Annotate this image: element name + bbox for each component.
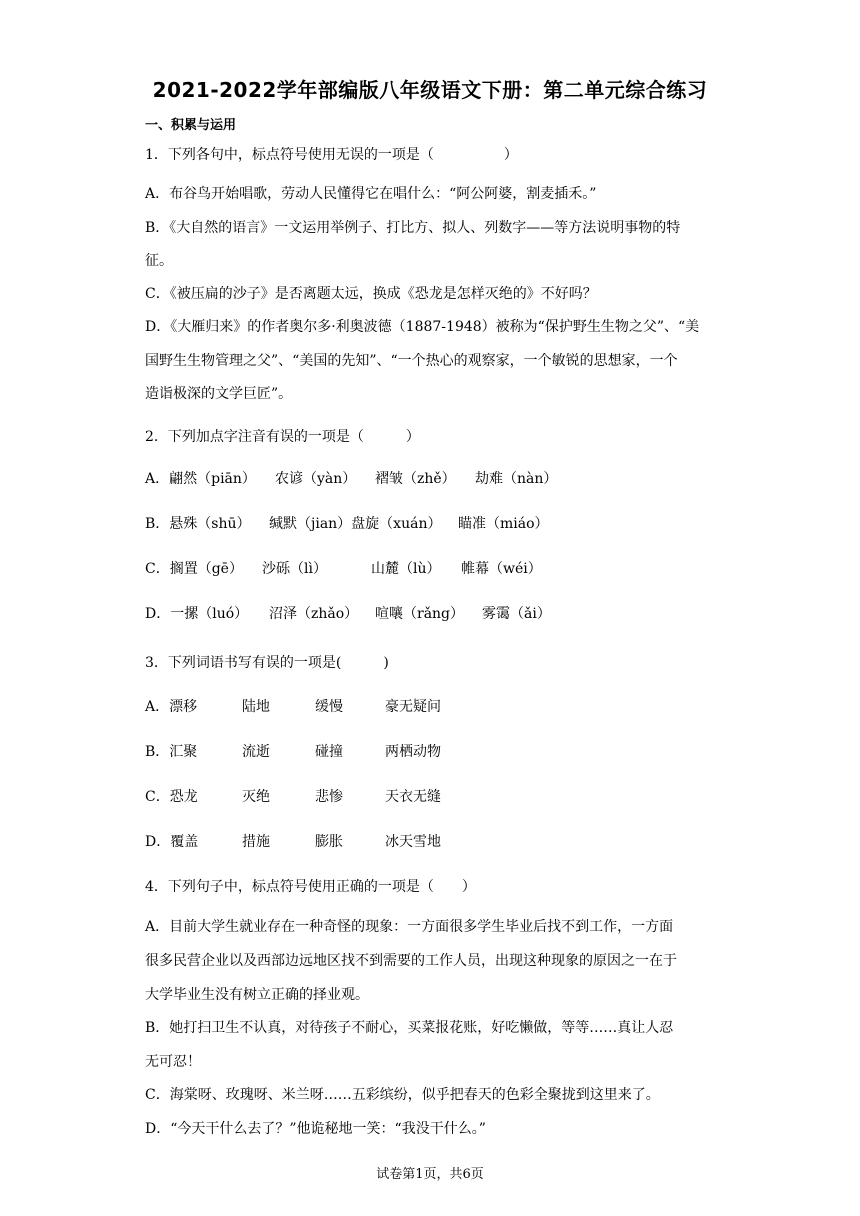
page-title: 2021-2022学年部编版八年级语文下册：第二单元综合练习 xyxy=(152,78,708,102)
cell: 陆地 xyxy=(242,699,270,715)
question-3-stem: 3．下列词语书写有误的一项是( ) xyxy=(145,655,389,671)
cell: 碰撞 xyxy=(315,744,343,760)
question-4-option-a: A．目前大学生就业存在一种奇怪的现象：一方面很多学生毕业后找不到工作，一方面 xyxy=(145,919,674,935)
cell: 措施 xyxy=(242,834,270,850)
question-4-option-a-cont: 很多民营企业以及西部边远地区找不到需要的工作人员，出现这种现象的原因之一在于 xyxy=(145,953,677,969)
cell: A．漂移 xyxy=(145,699,198,715)
cell: 喧嚷（rǎng） xyxy=(375,606,465,622)
cell: 豪无疑问 xyxy=(385,699,441,715)
question-2-stem: 2．下列加点字注音有误的一项是（ ） xyxy=(145,429,420,445)
cell: 缓慢 xyxy=(315,699,343,715)
question-4-option-d: D．“今天干什么去了？”他诡秘地一笑：“我没干什么。” xyxy=(145,1121,486,1137)
cell: 灭绝 xyxy=(242,789,270,805)
cell: 沼泽（zhǎo） xyxy=(269,606,359,622)
cell: 缄默（jian）盘旋（xuán） xyxy=(269,516,442,532)
question-4-stem: 4．下列句子中，标点符号使用正确的一项是（ ） xyxy=(145,879,476,895)
cell: 劫难（nàn） xyxy=(475,471,558,487)
cell: 农谚（yàn） xyxy=(275,471,357,487)
cell: C．恐龙 xyxy=(145,789,198,805)
question-1-option-d: D．《大雁归来》的作者奥尔多·利奥波德（1887-1948）被称为“保护野生生物之父”、“美 xyxy=(145,319,700,335)
cell: D．覆盖 xyxy=(145,834,199,850)
question-1-option-d-cont: 国野生生物管理之父”、“美国的先知”、“一个热心的观察家，一个敏锐的思想家，一个 xyxy=(145,353,678,369)
cell: 流逝 xyxy=(242,744,270,760)
cell: 雾霭（ǎi） xyxy=(482,606,551,622)
question-1-option-c: C．《被压扁的沙子》是否离题太远，换成《恐龙是怎样灭绝的》不好吗？ xyxy=(145,286,597,302)
cell: 两栖动物 xyxy=(385,744,441,760)
cell: 帷幕（wéi） xyxy=(461,561,542,577)
question-4-option-c: C．海棠呀、玫瑰呀、米兰呀……五彩缤纷，似乎把春天的色彩全聚拢到这里来了。 xyxy=(145,1087,660,1103)
question-4-option-a-cont2: 大学毕业生没有树立正确的择业观。 xyxy=(145,987,369,1003)
question-1-option-d-cont2: 造诣极深的文学巨匠”。 xyxy=(145,386,293,402)
cell: A．翩然（piān） xyxy=(145,471,256,487)
cell: 悲惨 xyxy=(315,789,343,805)
cell: 天衣无缝 xyxy=(385,789,441,805)
question-4-option-b: B．她打扫卫生不认真，对待孩子不耐心，买菜报花账，好吃懒做，等等……真让人忍 xyxy=(145,1020,674,1036)
cell: B．汇聚 xyxy=(145,744,198,760)
cell: 褶皱（zhě） xyxy=(375,471,456,487)
question-1-option-b: B．《大自然的语言》一文运用举例子、打比方、拟人、列数字——等方法说明事物的特 xyxy=(145,220,681,236)
question-4-option-b-cont: 无可忍！ xyxy=(145,1054,201,1070)
cell: 山麓（lù） xyxy=(371,561,441,577)
cell: 冰天雪地 xyxy=(385,834,441,850)
question-1-stem: 1．下列各句中，标点符号使用无误的一项是（ ） xyxy=(145,147,518,163)
question-1-option-b-cont: 征。 xyxy=(145,253,173,269)
cell: D．一摞（luó） xyxy=(145,606,249,622)
cell: 膨胀 xyxy=(315,834,343,850)
cell: C．搁置（gē） xyxy=(145,561,243,577)
cell: 瞄准（miáo） xyxy=(458,516,549,532)
page-footer: 试卷第1页，共6页 xyxy=(376,1167,484,1182)
section-heading: 一、积累与运用 xyxy=(145,118,237,133)
cell: 沙砾（lì） xyxy=(262,561,327,577)
question-1-option-a: A．布谷鸟开始唱歌，劳动人民懂得它在唱什么：“阿公阿婆，割麦插禾。” xyxy=(145,186,597,202)
cell: B．悬殊（shū） xyxy=(145,516,251,532)
